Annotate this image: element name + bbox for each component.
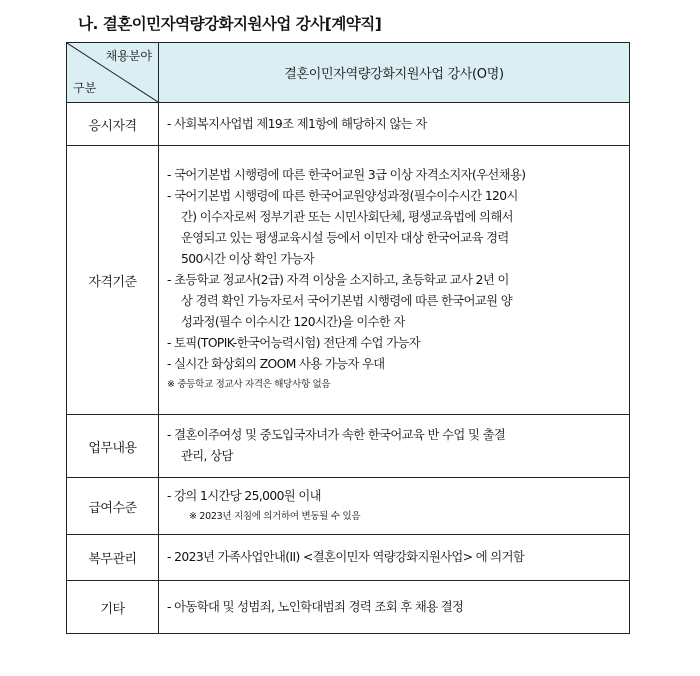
row-content-service: [159, 535, 630, 581]
row-content-salary: [159, 478, 630, 535]
content-line: - 아동학대 및 성범죄, 노인학대범죄 경력 조회 후 채용 결정: [167, 599, 464, 614]
row-content-criteria: [159, 146, 630, 415]
table-row: [67, 478, 630, 535]
table-header-row: [67, 43, 630, 103]
content-line: 운영되고 있는 평생교육시설 등에서 이민자 대상 한국어교육 경력: [181, 231, 509, 245]
table-row: [67, 415, 630, 478]
table-row: [67, 146, 630, 415]
content-line: 500시간 이상 확인 가능자: [181, 252, 315, 266]
content-line: - 2023년 가족사업안내(II) <결혼이민자 역량강화지원사업> 에 의거함: [167, 550, 525, 564]
row-content-eligibility: [159, 103, 630, 146]
section-title: 나. 결혼이민자역량강화지원사업 강사[계약직]: [78, 15, 382, 33]
diagonal-header-cell: [67, 43, 159, 103]
content-line: - 실시간 화상회의 ZOOM 사용 가능자 우대: [167, 357, 385, 371]
header-field-label: 채용분야: [105, 49, 152, 63]
row-content-duties: [159, 415, 630, 478]
row-label-service: 복무관리: [67, 535, 159, 581]
table-row: [67, 535, 630, 581]
content-line: - 초등학교 정교사(2급) 자격 이상을 소지하고, 초등학교 교사 2년 이: [167, 273, 509, 287]
content-line: 성과정(필수 이수시간 120시간)을 이수한 자: [181, 315, 405, 329]
row-label-eligibility: 응시자격: [67, 103, 159, 146]
row-label-criteria: 자격기준: [67, 146, 159, 415]
content-line: - 국어기본법 시행령에 따른 한국어교원 3급 이상 자격소지자(우선채용): [167, 168, 526, 182]
header-category-label: 구분: [73, 81, 97, 95]
row-label-duties: 업무내용: [67, 415, 159, 478]
header-field-title: 결혼이민자역량강화지원사업 강사(O명): [159, 43, 630, 103]
content-line: - 토픽(TOPIK-한국어능력시험) 전단계 수업 가능자: [167, 336, 421, 350]
content-note: ※ 2023년 지침에 의거하여 변동될 수 있음: [189, 510, 361, 522]
content-line: - 국어기본법 시행령에 따른 한국어교원양성과정(필수이수시간 120시: [167, 189, 518, 203]
content-line: 상 경력 확인 가능자로서 국어기본법 시행령에 따른 한국어교원 양: [181, 294, 512, 308]
content-line: - 결혼이주여성 및 중도입국자녀가 속한 한국어교육 반 수업 및 출결: [167, 428, 506, 442]
content-line: 관리, 상담: [181, 449, 233, 463]
row-content-other: [159, 581, 630, 634]
content-line: 간) 이수자로써 정부기관 또는 시민사회단체, 평생교육법에 의해서: [181, 210, 513, 224]
content-line: - 강의 1시간당 25,000원 이내: [167, 488, 321, 503]
content-note: ※ 중등학교 정교사 자격은 해당사항 없음: [167, 379, 331, 390]
row-label-other: 기타: [67, 581, 159, 634]
table-row: [67, 103, 630, 146]
table-row: [67, 581, 630, 634]
recruitment-table: [66, 42, 630, 634]
row-label-salary: 급여수준: [67, 478, 159, 535]
content-line: - 사회복지사업법 제19조 제1항에 해당하지 않는 자: [167, 116, 427, 131]
